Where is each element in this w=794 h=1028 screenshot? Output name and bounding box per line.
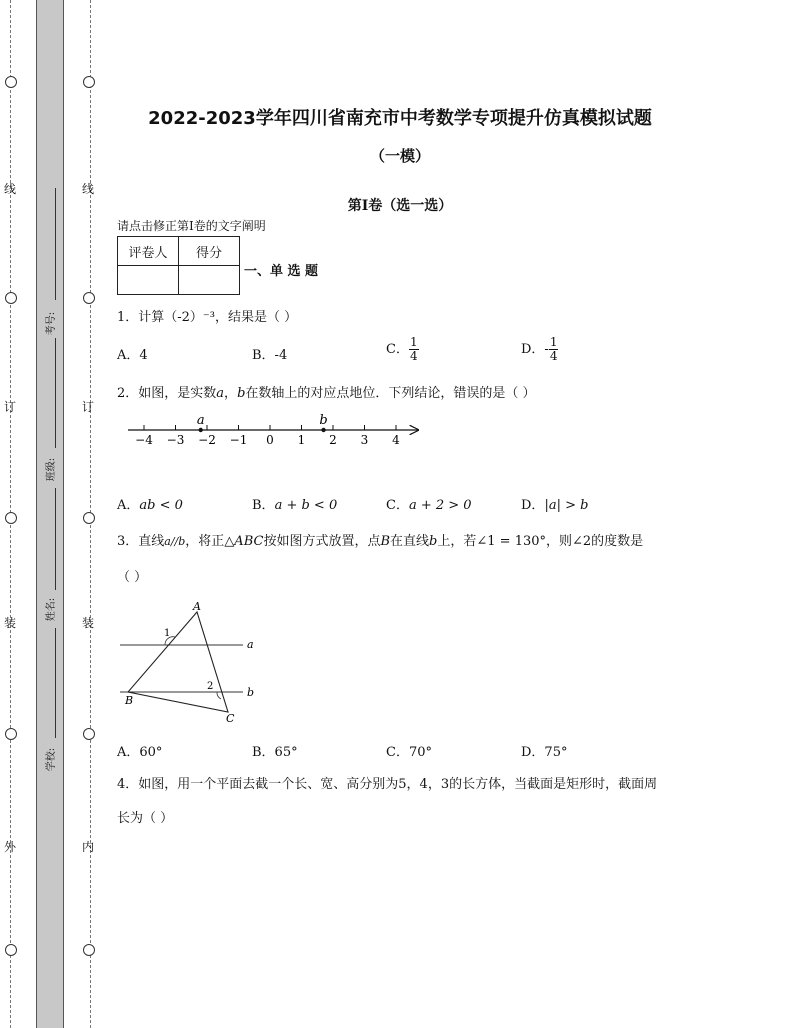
margin-char-bind: 订 (82, 400, 95, 414)
binding-hole (83, 944, 95, 956)
volume-note: 请点击修正第Ⅰ卷的文字阐明 (117, 219, 266, 233)
class-label: 班级: (46, 457, 58, 482)
q1-option-c (386, 336, 419, 363)
q3-stem-part4: 在直线 (390, 534, 430, 549)
point-a (199, 428, 203, 432)
number-line-tick-label: 2 (329, 433, 337, 447)
margin-char-bind: 订 (4, 400, 17, 414)
q3-parallel: a//b (164, 535, 186, 548)
q3-triangle: △ABC (224, 534, 264, 549)
point-a-label: a (196, 413, 205, 428)
page-subtitle: （一模） (369, 147, 430, 165)
q3-stem-part1: 3．直线 (117, 534, 165, 549)
margin-char-line: 线 (82, 182, 95, 196)
q3-stem-part5: 上，若∠1 = 130°，则∠2的度数是 (437, 534, 644, 549)
line-a-label: a (247, 638, 254, 651)
q2-option-c (386, 494, 472, 513)
q1-option-d-prefix: D．- (521, 342, 549, 357)
number-line-figure (120, 408, 430, 456)
q2-option-b (252, 494, 337, 513)
binding-hole (83, 728, 95, 740)
option-expression: a + b < 0 (274, 498, 338, 513)
point-b-label: b (319, 413, 328, 428)
line-b-label: b (247, 686, 255, 699)
option-expression: ab < 0 (139, 498, 183, 513)
grader-cell[interactable] (118, 266, 179, 295)
triangle-abc (128, 612, 228, 712)
binding-hole (5, 728, 17, 740)
page-title: 2022-2023学年四川省南充市中考数学专项提升仿真模拟试题 (148, 108, 652, 129)
vertex-a-label: A (193, 600, 201, 613)
section-title: 一、单 选 题 (244, 264, 319, 279)
number-line-tick-label: −4 (135, 433, 153, 447)
margin-char-line: 线 (4, 182, 17, 196)
fraction-numerator: 1 (549, 335, 558, 349)
score-table (117, 236, 240, 295)
q2-var-a: a (216, 386, 225, 401)
name-label: 姓名: (46, 597, 58, 622)
fraction-numerator: 1 (409, 335, 418, 349)
q3-answer-blank: （ ） (117, 570, 148, 585)
vertex-b-label: B (125, 694, 134, 707)
q2-separator: ， (224, 386, 238, 401)
margin-char-inner: 内 (82, 840, 95, 854)
q3-stem-part3: 按如图方式放置，点 (263, 534, 381, 549)
option-letter: D． (521, 498, 545, 513)
q2-stem-part1: 2．如图，是实数 (117, 386, 217, 401)
q3-option-a: A．60° (117, 745, 163, 760)
q1-option-a: A．4 (117, 348, 148, 363)
binding-hole (5, 512, 17, 524)
number-line-tick-label: 4 (392, 433, 400, 447)
q2-stem-part2: 在数轴上的对应点地位．下列结论，错误的是（ ） (245, 386, 536, 401)
binding-hole (5, 292, 17, 304)
option-letter: A． (117, 498, 140, 513)
margin-char-install: 装 (82, 616, 95, 630)
option-expression: |a| > b (544, 498, 589, 513)
q1-option-c-prefix: C． (386, 342, 409, 357)
grader-header: 评卷人 (118, 237, 179, 266)
option-letter: B． (252, 498, 275, 513)
q2-option-d (521, 494, 588, 513)
number-line-tick-label: −3 (166, 433, 185, 447)
option-letter: C． (386, 498, 409, 513)
q3-stem-part2: ，将正 (185, 534, 225, 549)
class-line (55, 338, 56, 448)
binding-hole (5, 944, 17, 956)
vertex-c-label: C (226, 712, 235, 725)
q4-stem-line1: 4．如图，用一个平面去截一个长、宽、高分别为5，4，3的长方体，当截面是矩形时，截面周 (117, 777, 658, 792)
binding-hole (5, 76, 17, 88)
triangle-figure (115, 598, 265, 726)
number-line-tick-label: 0 (266, 433, 274, 447)
binding-band (36, 0, 64, 1028)
q2-option-a (117, 494, 183, 513)
angle-1-label: 1 (164, 628, 171, 639)
score-cell[interactable] (179, 266, 240, 295)
number-line-tick-label: −1 (229, 433, 248, 447)
option-expression: a + 2 > 0 (408, 498, 472, 513)
binding-hole (83, 512, 95, 524)
point-b (321, 428, 325, 432)
school-label: 学校: (46, 747, 58, 772)
q1-option-d (521, 336, 558, 363)
number-line-tick-label: 3 (360, 433, 369, 447)
q3-option-b: B．65° (252, 745, 298, 760)
exam-number-label: 考号: (46, 311, 58, 336)
score-header: 得分 (179, 237, 240, 266)
q1-option-b: B．-4 (252, 348, 288, 363)
margin-char-install: 装 (4, 616, 17, 630)
q3-point-b: B (380, 534, 391, 549)
q2-stem (117, 382, 536, 401)
number-line-tick-label: 1 (297, 433, 306, 447)
fraction-denominator: 4 (549, 349, 558, 363)
school-line (55, 628, 56, 738)
q3-line-b: b (429, 534, 438, 549)
binding-hole (83, 76, 95, 88)
fraction-denominator: 4 (409, 349, 418, 363)
q1-option-c-fraction (409, 336, 419, 363)
q3-option-d: D．75° (521, 745, 568, 760)
name-line (55, 488, 56, 590)
q2-var-b: b (237, 386, 246, 401)
angle-2-label: 2 (207, 681, 214, 692)
number-line-tick-label: −2 (198, 433, 216, 447)
binding-hole (83, 292, 95, 304)
exam-number-line (55, 188, 56, 300)
volume-heading: 第I卷（选一选） (347, 198, 453, 214)
q3-option-c: C．70° (386, 745, 432, 760)
q4-stem-line2: 长为（ ） (117, 811, 174, 826)
margin-char-outer: 外 (4, 840, 17, 854)
q1-option-d-fraction (549, 336, 559, 363)
q1-stem: 1．计算（-2）⁻³，结果是（ ） (117, 310, 298, 325)
angle-2-arc (217, 692, 221, 699)
q3-stem (117, 530, 643, 549)
